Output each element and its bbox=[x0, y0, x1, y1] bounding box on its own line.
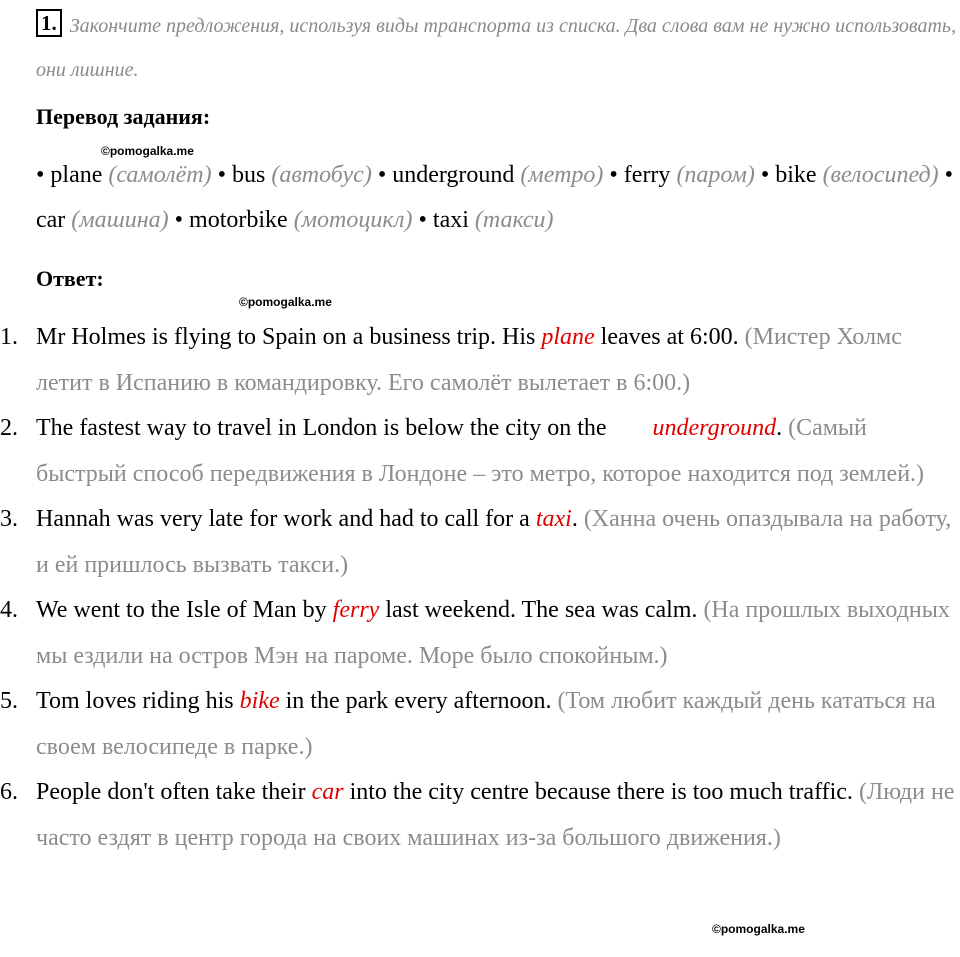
answer-translation: (Самый быстрый способ передвижения в Лондоне – это метро, которое находится под землей.) bbox=[36, 415, 925, 487]
task-instruction: Закончите предложения, используя виды транспорта из списка. Два слова вам не нужно использовать, они лишние. bbox=[36, 15, 957, 81]
vocab-item: • plane (самолёт) bbox=[36, 162, 212, 188]
answer-item: 4. We went to the Isle of Man by ferry last weekend. The sea was calm. (На прошлых выходных мы ездили на остров Мэн на пароме. Море было спокойным.) bbox=[0, 588, 956, 679]
answer-item: 5. Tom loves riding his bike in the park every afternoon. (Том любит каждый день кататься на своем велосипеде в парке.) bbox=[0, 679, 956, 770]
vocab-item: • taxi (такси) bbox=[418, 207, 554, 233]
answer-number: 2. bbox=[0, 415, 18, 441]
answer-list bbox=[0, 315, 960, 861]
answer-translation: (Люди не часто ездят в центр города на своих машинах из-за большого движения.) bbox=[36, 779, 955, 851]
answer-item: 3. Hannah was very late for work and had to call for a taxi. (Ханна очень опаздывала на работу, и ей пришлось вызвать такси.) bbox=[0, 497, 956, 588]
vocab-item: • car (машина) bbox=[36, 162, 954, 233]
answer-word: taxi bbox=[535, 506, 572, 532]
answer-number: 4. bbox=[0, 597, 18, 623]
answer-number: 6. bbox=[0, 779, 18, 805]
answer-translation: (Мистер Холмс летит в Испанию в командировку. Его самолёт вылетает в 6:00.) bbox=[36, 324, 902, 396]
answer-word: bike bbox=[239, 688, 280, 714]
answer-word: underground bbox=[652, 415, 777, 441]
answer-title: Ответ: bbox=[36, 266, 104, 291]
answer-item: 1. Mr Holmes is flying to Spain on a business trip. His plane leaves at 6:00. (Мистер Холмс летит в Испанию в командировку. Его самолёт вылетает в 6:00.) bbox=[0, 315, 956, 406]
watermark: ©pomogalka.me bbox=[239, 295, 332, 309]
vocab-list bbox=[36, 153, 956, 243]
vocab-item: • bike (велосипед) bbox=[760, 162, 939, 188]
answer-item: 2. The fastest way to travel in London is below the city on the underground. (Самый быстрый способ передвижения в Лондоне – это метро, которое находится под землей.) bbox=[0, 406, 956, 497]
answer-number: 5. bbox=[0, 688, 18, 714]
vocab-item: • underground (метро) bbox=[377, 162, 604, 188]
task-instruction-block bbox=[36, 4, 956, 92]
answer-translation: (Ханна очень опаздывала на работу, и ей пришлось вызвать такси.) bbox=[36, 506, 952, 578]
vocab-item: • bus (автобус) bbox=[217, 162, 372, 188]
watermark: ©pomogalka.me bbox=[712, 922, 805, 936]
answer-item: 6. People don't often take their car into the city centre because there is too much traffic. (Люди не часто ездят в центр города на своих машинах из-за большого движения.) bbox=[0, 770, 956, 861]
answer-word: car bbox=[311, 779, 344, 805]
answer-word: ferry bbox=[332, 597, 380, 623]
translation-title: Перевод задания: bbox=[36, 104, 211, 129]
watermark: ©pomogalka.me bbox=[101, 144, 194, 158]
answer-number: 3. bbox=[0, 506, 18, 532]
answer-translation: (Том любит каждый день кататься на своем велосипеде в парке.) bbox=[36, 688, 936, 760]
task-number: 1. bbox=[36, 9, 62, 37]
answer-word: plane bbox=[541, 324, 595, 350]
answer-number: 1. bbox=[0, 324, 18, 350]
vocab-item: • ferry (паром) bbox=[609, 162, 755, 188]
vocab-item: • motorbike (мотоцикл) bbox=[174, 207, 413, 233]
answer-translation: (На прошлых выходных мы ездили на остров Мэн на пароме. Море было спокойным.) bbox=[36, 597, 950, 669]
